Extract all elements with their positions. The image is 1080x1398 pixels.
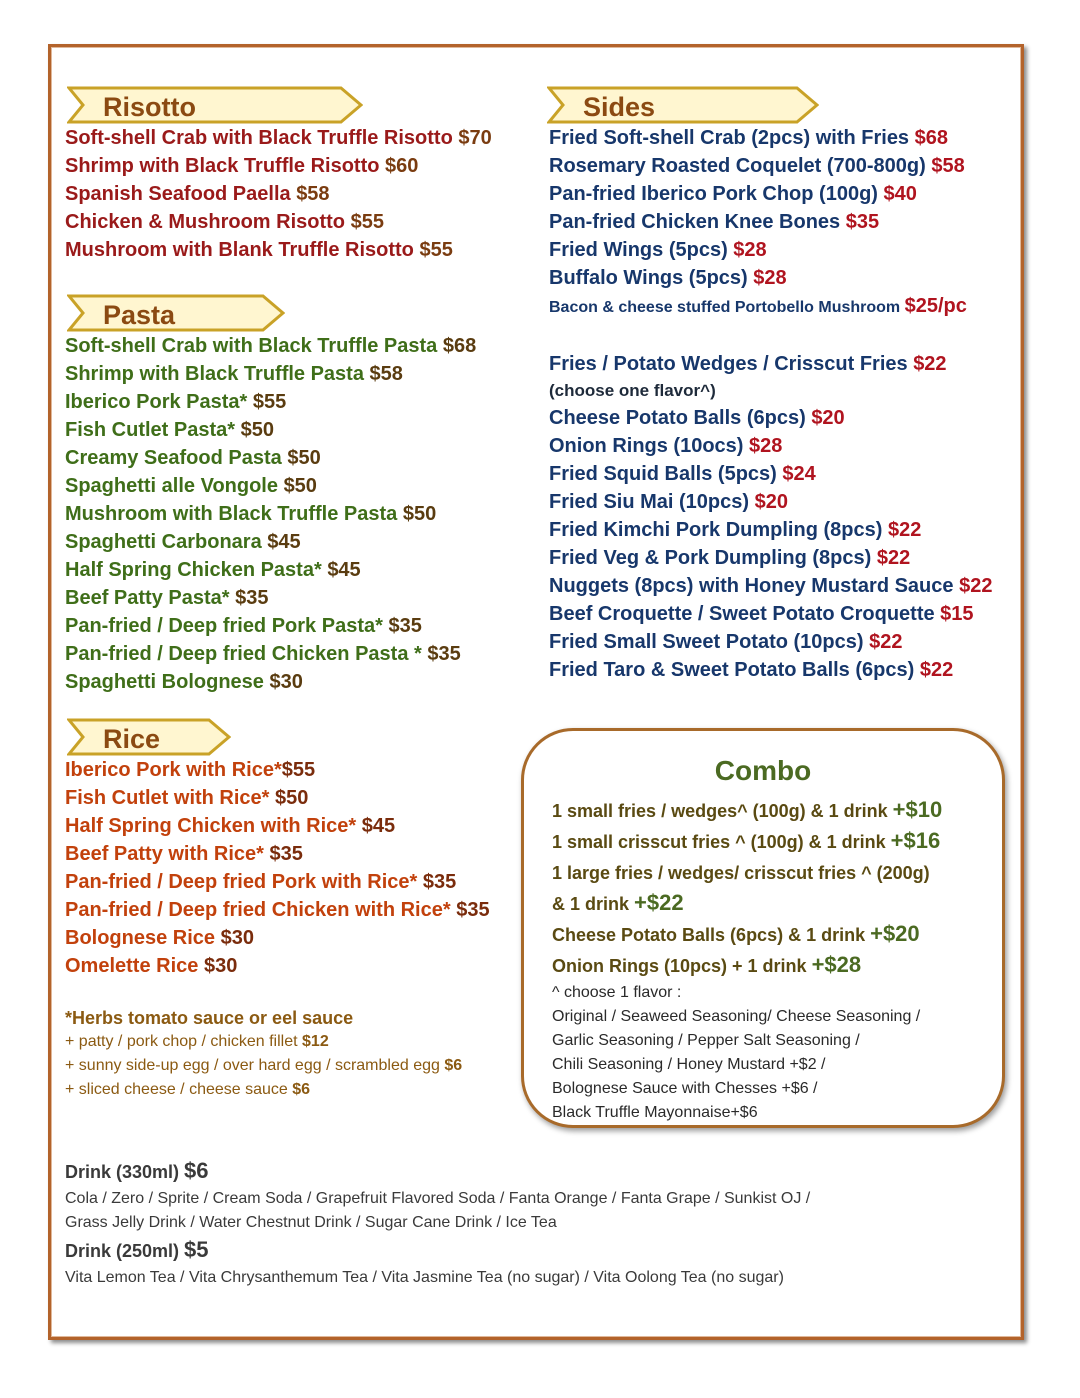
flavor-note: Bolognese Sauce with Chesses +$6 / — [552, 1080, 818, 1097]
flavor-note: ^ choose 1 flavor : — [552, 984, 682, 1001]
menu-item: Iberico Pork with Rice*$55 — [65, 759, 316, 781]
pasta-list — [65, 332, 525, 696]
flavor-note: Chili Seasoning / Honey Mustard +$2 / — [552, 1056, 826, 1073]
menu-item: Beef Patty Pasta* $35 — [65, 587, 269, 609]
sides-list — [549, 124, 1019, 322]
combo-item: & 1 drink +$22 — [552, 890, 684, 915]
menu-item: Buffalo Wings (5pcs) $28 — [549, 267, 787, 289]
left-column — [65, 86, 525, 1102]
rice-section — [65, 718, 525, 1102]
addon-item: + patty / pork chop / chicken fillet $12 — [65, 1033, 329, 1050]
menu-item: Pan-fried / Deep fried Pork Pasta* $35 — [65, 615, 422, 637]
menu-item: Pan-fried Iberico Pork Chop (100g) $40 — [549, 183, 917, 205]
menu-item: Shrimp with Black Truffle Pasta $58 — [65, 363, 403, 385]
menu-item: Fried Siu Mai (10pcs) $20 — [549, 491, 788, 513]
menu-item: Shrimp with Black Truffle Risotto $60 — [65, 155, 419, 177]
risotto-list — [65, 124, 525, 264]
flavor-note: Garlic Seasoning / Pepper Salt Seasoning / — [552, 1032, 860, 1049]
menu-item: Fried Kimchi Pork Dumpling (8pcs) $22 — [549, 519, 922, 541]
combo-box — [521, 728, 1005, 1128]
combo-item: Onion Rings (10pcs) + 1 drink +$28 — [552, 952, 862, 977]
menu-item: Bacon & cheese stuffed Portobello Mushroom $25/pc — [549, 295, 967, 317]
menu-item: Spaghetti Bolognese $30 — [65, 671, 303, 693]
menu-item: Mushroom with Black Truffle Pasta $50 — [65, 503, 437, 525]
rice-list — [65, 756, 525, 980]
combo-item: 1 small fries / wedges^ (100g) & 1 drink +$10 — [552, 797, 943, 822]
flavor-note: Black Truffle Mayonnaise+$6 — [552, 1104, 758, 1121]
drink-330-list: Grass Jelly Drink / Water Chestnut Drink / Sugar Cane Drink / Ice Tea — [65, 1214, 557, 1231]
pasta-title: Pasta — [103, 300, 176, 330]
risotto-section — [65, 86, 525, 264]
menu-item: Nuggets (8pcs) with Honey Mustard Sauce $22 — [549, 575, 993, 597]
menu-item: Beef Patty with Rice* $35 — [65, 843, 303, 865]
menu-item: Pan-fried / Deep fried Chicken Pasta * $35 — [65, 643, 461, 665]
menu-item: Rosemary Roasted Coquelet (700-800g) $58 — [549, 155, 965, 177]
sides-section — [549, 86, 1019, 684]
arrow-banner-icon — [67, 294, 285, 332]
sauce-note: *Herbs tomato sauce or eel sauce — [65, 1008, 354, 1028]
menu-item: Chicken & Mushroom Risotto $55 — [65, 211, 384, 233]
sides-banner — [547, 86, 1019, 122]
combo-list — [552, 795, 992, 1125]
menu-item: Fries / Potato Wedges / Crisscut Fries $22 — [549, 353, 947, 375]
menu-item: Mushroom with Blank Truffle Risotto $55 — [65, 239, 453, 261]
menu-item: Onion Rings (10ocs) $28 — [549, 435, 783, 457]
menu-item: Soft-shell Crab with Black Truffle Pasta $68 — [65, 335, 477, 357]
combo-title: Combo — [714, 755, 812, 786]
menu-item: Half Spring Chicken Pasta* $45 — [65, 559, 361, 581]
menu-item: Bolognese Rice $30 — [65, 927, 254, 949]
menu-item: Fried Soft-shell Crab (2pcs) with Fries $68 — [549, 127, 948, 149]
menu-item: Fried Veg & Pork Dumpling (8pcs) $22 — [549, 547, 911, 569]
rice-title: Rice — [103, 724, 161, 754]
pasta-section — [65, 294, 525, 696]
combo-item: 1 large fries / wedges/ crisscut fries ^ (200g) — [552, 863, 930, 883]
drink-250-list: Vita Lemon Tea / Vita Chrysanthemum Tea / Vita Jasmine Tea (no sugar) / Vita Oolong Tea (no sugar) — [65, 1269, 784, 1286]
menu-item: Pan-fried / Deep fried Chicken with Rice* $35 — [65, 899, 490, 921]
menu-item: Pan-fried / Deep fried Pork with Rice* $35 — [65, 871, 457, 893]
menu-item: Fish Cutlet with Rice* $50 — [65, 787, 309, 809]
sides-list-2 — [549, 350, 1019, 684]
menu-item: Half Spring Chicken with Rice* $45 — [65, 815, 396, 837]
menu-item: Fried Wings (5pcs) $28 — [549, 239, 767, 261]
menu-item: Fried Taro & Sweet Potato Balls (6pcs) $22 — [549, 659, 954, 681]
drinks-section — [65, 1156, 965, 1290]
drink-250-title: Drink (250ml) $5 — [65, 1237, 209, 1262]
risotto-title: Risotto — [103, 92, 196, 122]
menu-item: Fried Small Sweet Potato (10pcs) $22 — [549, 631, 903, 653]
drink-330-list: Cola / Zero / Sprite / Cream Soda / Grapefruit Flavored Soda / Fanta Orange / Fanta Grape / Sunkist OJ / — [65, 1190, 811, 1207]
risotto-banner — [67, 86, 525, 122]
addon-item: + sliced cheese / cheese sauce $6 — [65, 1081, 311, 1098]
pasta-banner — [67, 294, 525, 330]
menu-item: Creamy Seafood Pasta $50 — [65, 447, 321, 469]
rice-banner — [67, 718, 525, 754]
addon-item: + sunny side-up egg / over hard egg / scrambled egg $6 — [65, 1057, 463, 1074]
sides-title: Sides — [583, 92, 656, 122]
menu-item: Fish Cutlet Pasta* $50 — [65, 419, 274, 441]
menu-item: Spanish Seafood Paella $58 — [65, 183, 330, 205]
menu-item: Iberico Pork Pasta* $55 — [65, 391, 287, 413]
menu-item: Soft-shell Crab with Black Truffle Risotto $70 — [65, 127, 492, 149]
flavor-note: (choose one flavor^) — [549, 381, 716, 400]
menu-item: Pan-fried Chicken Knee Bones $35 — [549, 211, 880, 233]
menu-item: Beef Croquette / Sweet Potato Croquette $15 — [549, 603, 974, 625]
combo-item: 1 small crisscut fries ^ (100g) & 1 drink +$16 — [552, 828, 941, 853]
menu-item: Fried Squid Balls (5pcs) $24 — [549, 463, 816, 485]
menu-item: Spaghetti Carbonara $45 — [65, 531, 301, 553]
menu-item: Omelette Rice $30 — [65, 955, 238, 977]
menu-item: Cheese Potato Balls (6pcs) $20 — [549, 407, 845, 429]
flavor-note: Original / Seaweed Seasoning/ Cheese Seasoning / — [552, 1008, 921, 1025]
drink-330-title: Drink (330ml) $6 — [65, 1158, 209, 1183]
menu-item: Spaghetti alle Vongole $50 — [65, 475, 317, 497]
combo-item: Cheese Potato Balls (6pcs) & 1 drink +$20 — [552, 921, 920, 946]
